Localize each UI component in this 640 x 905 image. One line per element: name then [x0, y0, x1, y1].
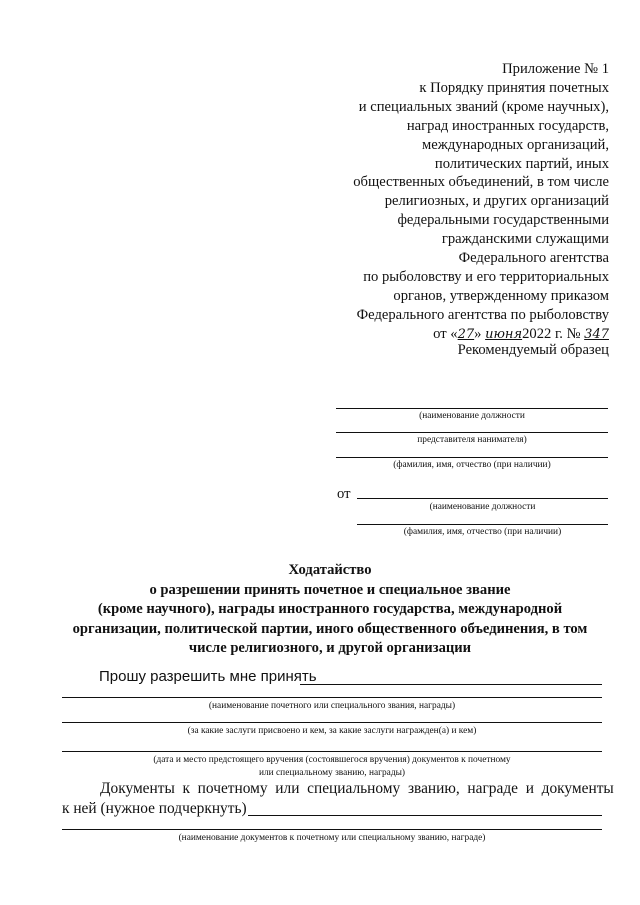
handwritten-month: июня [485, 326, 523, 342]
appendix-line: общественных объединений, в том числе [353, 174, 609, 191]
title-line: организации, политической партии, иного общественного объединения, в том [72, 620, 588, 637]
appendix-line: органов, утвержденному приказом [393, 287, 609, 304]
appendix-line: к Порядку принятия почетных [419, 79, 609, 96]
blank-line [336, 457, 608, 458]
caption-employer: представителя нанимателя) [417, 435, 527, 445]
blank-line [62, 722, 602, 723]
appendix-line: наград иностранных государств, [406, 117, 609, 134]
title-line: (кроме научного), награды иностранного государства, международной [97, 601, 563, 617]
handwritten-order-number: 347 [584, 326, 609, 342]
caption-fullname: (фамилия, имя, отчество (при наличии) [403, 527, 562, 537]
caption-date-place-cont: или специальному званию, награды) [258, 768, 406, 778]
appendix-line: политических партий, иных [434, 155, 609, 172]
blank-line [300, 684, 602, 685]
appendix-line: Федерального агентства по рыболовству [356, 306, 609, 323]
title-line: числе религиозного, и другой организации [188, 640, 472, 656]
appendix-line: и специальных званий (кроме научных), [358, 98, 609, 115]
request-text: Прошу разрешить мне принять [99, 668, 317, 685]
title-line: о разрешении принять почетное и специальное звание [149, 581, 511, 598]
blank-line [336, 432, 608, 433]
appendix-line: международных организаций, [422, 136, 609, 153]
appendix-line: Приложение № 1 [502, 61, 609, 77]
from-label: от [337, 486, 351, 502]
sample-label: Рекомендуемый образец [457, 342, 609, 358]
documents-text: Документы к почетному или специальному званию, награде и документы [100, 780, 614, 797]
caption-fullname: (фамилия, имя, отчество (при наличии) [393, 460, 551, 470]
caption-position: (наименование должности [429, 502, 536, 512]
blank-line [336, 408, 608, 409]
blank-line [62, 697, 602, 698]
handwritten-day: 27 [457, 326, 475, 342]
appendix-line: федеральными государственными [397, 212, 609, 229]
blank-line [248, 815, 602, 816]
caption-date-place: (дата и место предстоящего вручения (состоявшегося вручения) документов к почетному [153, 755, 511, 765]
appendix-line: Федерального агентства [458, 250, 609, 267]
blank-line [62, 829, 602, 830]
date-prefix: от « [433, 325, 458, 342]
caption-position: (наименование должности [419, 411, 525, 421]
date-year: 2022 г. № [522, 325, 581, 342]
blank-line [357, 498, 608, 499]
caption-merits: (за какие заслуги присвоено и кем, за какие заслуги награжден(а) и кем) [187, 726, 477, 736]
appendix-header [353, 60, 609, 345]
appendix-line: по рыболовству и его территориальных [363, 268, 609, 285]
blank-line [62, 751, 602, 752]
documents-text-cont: к ней (нужное подчеркнуть) [62, 800, 247, 817]
caption-title-award: (наименование почетного или специального звания, награды) [208, 701, 456, 711]
blank-line [357, 524, 608, 525]
date-mid: » [474, 325, 482, 342]
caption-documents: (наименование документов к почетному или специальному званию, награде) [178, 833, 486, 843]
appendix-line: религиозных, и других организаций [384, 193, 609, 210]
title-line: Ходатайство [288, 562, 372, 578]
document-title [40, 561, 620, 659]
appendix-line: гражданскими служащими [441, 231, 609, 248]
